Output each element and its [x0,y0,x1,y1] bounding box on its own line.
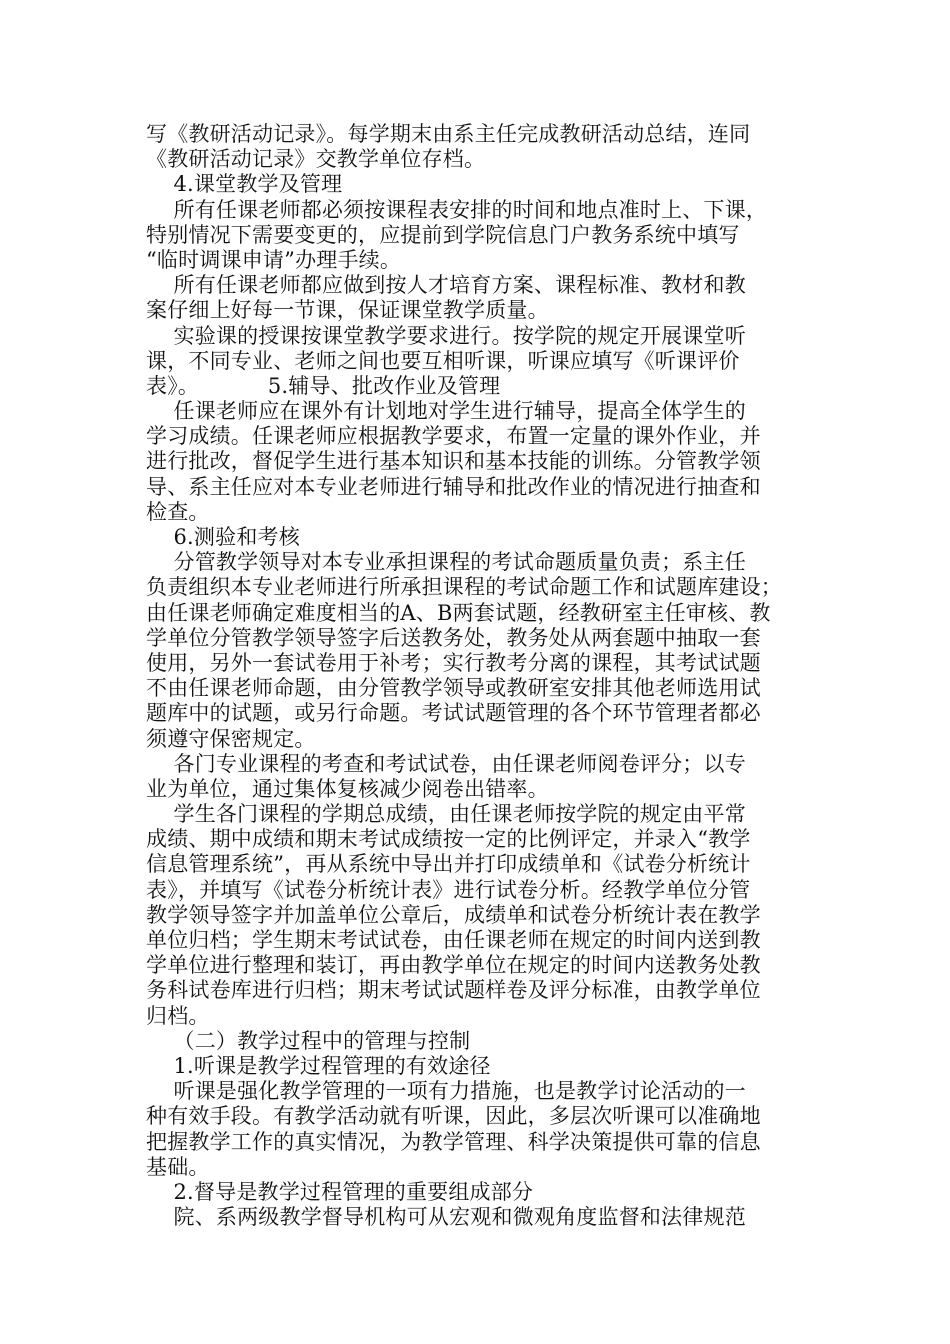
text-line: 写《教研活动记录》。每学期末由系主任完成教研活动总结，连同 [146,122,751,146]
text-line: 务科试卷库进行归档；期末考试试题样卷及评分标准，由教学单位 [146,978,761,1003]
text-line: 案仔细上好每一节课，保证课堂教学质量。 [146,298,549,323]
text-line: 导、系主任应对本专业老师进行辅导和批改作业的情况进行抽查和 [146,474,761,499]
text-line: 信息管理系统”，再从系统中导出并打印成绩单和《试卷分析统计 [146,852,751,877]
text-line: 实验课的授课按课堂教学要求进行。按学院的规定开展课堂听 [146,323,746,348]
text-line: 1.听课是教学过程管理的有效途径 [146,1053,491,1078]
text-line: 学习成绩。任课老师应根据教学要求，布置一定量的课外作业，并 [146,424,761,449]
text-line: 检查。 [146,499,210,524]
text-line: 院、系两级教学督导机构可从宏观和微观角度监督和法律规范 [146,1205,746,1230]
text-line: 使用，另外一套试卷用于补考；实行教考分离的课程，其考试试题 [146,650,761,675]
text-line: 把握教学工作的真实情况，为教学管理、科学决策提供可靠的信息 [146,1129,761,1154]
text-line: 表》。 5.辅导、批改作业及管理 [146,373,501,398]
text-line: 题库中的试题，或另行命题。考试试题管理的各个环节管理者都必 [146,701,761,726]
text-line: 业为单位，通过集体复核减少阅卷出错率。 [146,776,549,801]
text-line: 基础。 [146,1154,210,1179]
text-line: 各门专业课程的考查和考试试卷，由任课老师阅卷评分；以专 [146,751,746,776]
text-line: 所有任课老师都应做到按人才培育方案、课程标准、教材和教 [146,273,746,298]
text-line: 单位归档；学生期末考试试卷，由任课老师在规定的时间内送到教 [146,928,761,952]
document-body [146,122,806,1230]
text-line: 课，不同专业、老师之间也要互相听课，听课应填写《听课评价 [146,348,740,373]
text-line: 成绩、期中成绩和期末考试成绩按一定的比例评定，并录入“教学 [146,827,751,852]
text-line: 任课老师应在课外有计划地对学生进行辅导，提高全体学生的 [146,399,746,424]
text-line: 6.测验和考核 [146,525,300,549]
text-line: 不由任课老师命题，由分管教学领导或教研室安排其他老师选用试 [146,676,761,701]
text-line: 进行批改，督促学生进行基本知识和基本技能的训练。分管教学领 [146,449,761,474]
text-line: 分管教学领导对本专业承担课程的考试命题质量负责；系主任 [146,550,746,575]
text-line: 听课是强化教学管理的一项有力措施，也是教学讨论活动的一 [146,1079,746,1104]
text-line: 学生各门课程的学期总成绩，由任课老师按学院的规定由平常 [146,802,746,827]
text-line: 4.课堂教学及管理 [146,172,343,197]
text-line: 学单位分管教学领导签字后送教务处，教务处从两套题中抽取一套 [146,625,761,650]
text-line: 特别情况下需要变更的，应提前到学院信息门户教务系统中填写 [146,222,740,247]
text-line: 由任课老师确定难度相当的A、B两套试题，经教研室主任审核、教 [146,600,771,625]
text-line: 2.督导是教学过程管理的重要组成部分 [146,1179,534,1204]
text-line: 种有效手段。有教学活动就有听课，因此，多层次听课可以准确地 [146,1104,761,1129]
text-line: 归档。 [146,1003,210,1028]
text-line: 学单位进行整理和装订，再由教学单位在规定的时间内送教务处教 [146,953,761,978]
text-line: 《教研活动记录》交教学单位存档。 [146,147,486,172]
text-line: 所有任课老师都必须按课程表安排的时间和地点准时上、下课， [146,197,768,222]
text-line: 表》，并填写《试卷分析统计表》进行试卷分析。经教学单位分管 [146,877,751,902]
text-line: （二）教学过程中的管理与控制 [146,1028,471,1053]
text-line: 须遵守保密规定。 [146,726,316,751]
text-line: 教学领导签字并加盖单位公章后，成绩单和试卷分析统计表在教学 [146,902,761,927]
text-line: 负责组织本专业老师进行所承担课程的考试命题工作和试题库建设； [146,575,782,600]
text-line: “临时调课申请”办理手续。 [146,247,402,272]
